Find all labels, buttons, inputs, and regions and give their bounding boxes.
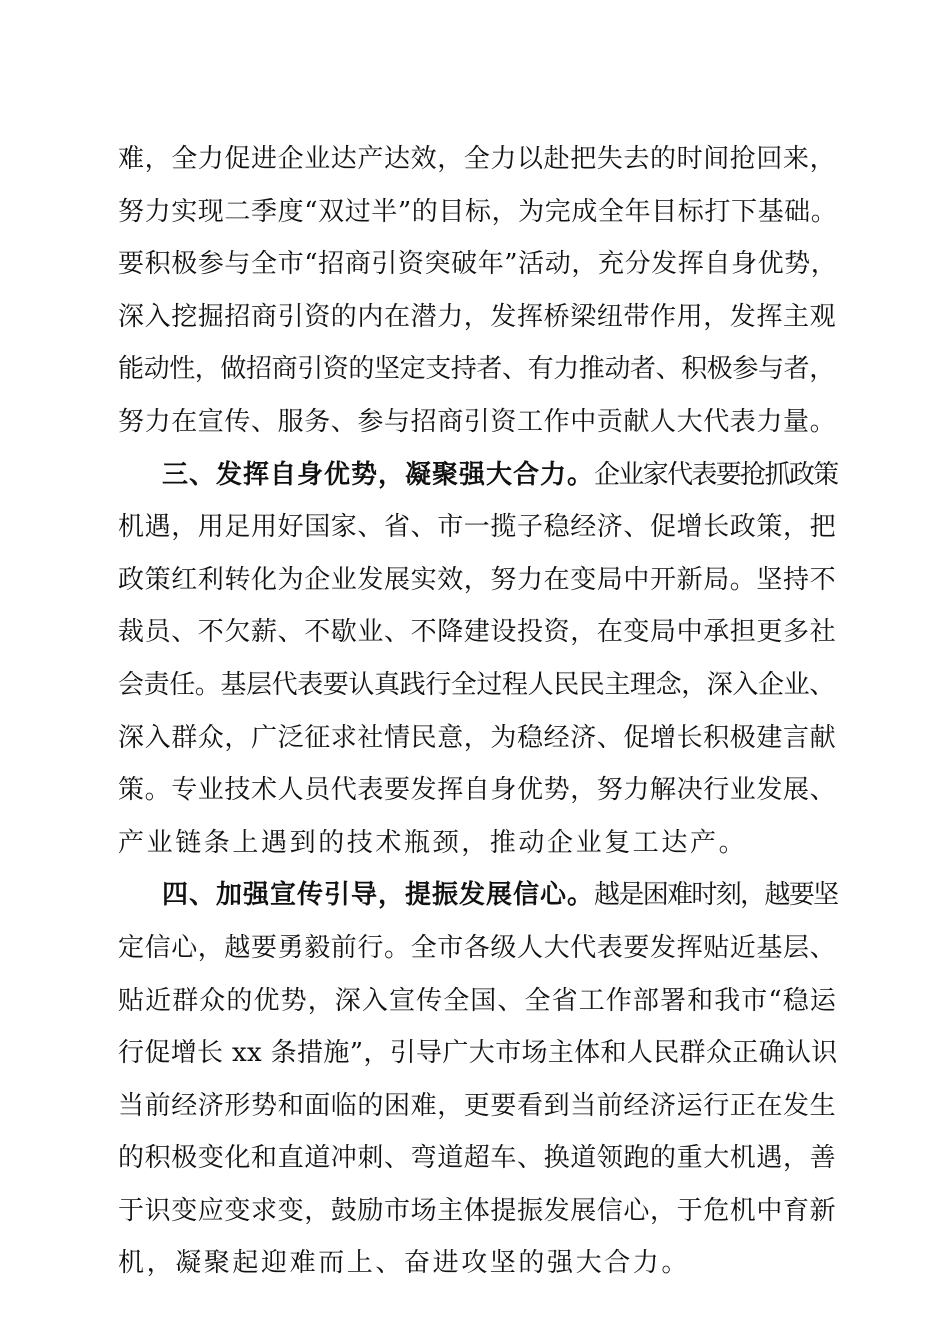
- text-line: 裁员、不欠薪、不歇业、不降建设投资，在变局中承担更多社: [118, 617, 837, 648]
- document-body: [118, 133, 838, 1290]
- text-line: 的积极变化和直道冲刺、弯道超车、换道领跑的重大机遇，善: [118, 1143, 837, 1174]
- text-line: 难，全力促进企业达产达效，全力以赴把失去的时间抢回来，: [118, 144, 837, 174]
- text-line: 贴近群众的优势，深入宣传全国、全省工作部署和我市“稳运: [118, 985, 837, 1016]
- section-3-first-line: [118, 449, 838, 502]
- text-line: 当前经济形势和面临的困难，更要看到当前经济运行正在发生: [118, 1090, 837, 1121]
- text-line: 产业链条上遇到的技术瓶颈，推动企业复工达产。: [118, 827, 748, 858]
- text-line: 努力实现二季度“双过半”的目标，为完成全年目标打下基础。: [118, 196, 838, 227]
- text-line: 政策红利转化为企业发展实效，努力在变局中开新局。坚持不: [118, 564, 837, 595]
- section-4-first-line: [118, 869, 838, 922]
- section-4-heading: 四、加强宣传引导，提振发展信心。: [162, 880, 595, 911]
- text-line: 要积极参与全市“招商引资突破年”活动，充分发挥自身优势，: [118, 249, 838, 280]
- text-line: 定信心，越要勇毅前行。全市各级人大代表要发挥贴近基层、: [118, 932, 837, 963]
- paragraph-continuation: [118, 133, 838, 449]
- text-line: 于识变应变求变，鼓励市场主体提振发展信心，于危机中育新: [118, 1195, 837, 1226]
- section-3-heading: 三、发挥自身优势，凝聚强大合力。: [162, 459, 595, 490]
- section-3-first-line-text: 企业家代表要抢抓政策: [594, 459, 838, 490]
- text-line: 深入群众，广泛征求社情民意，为稳经济、促增长积极建言献: [118, 722, 837, 753]
- text-line: 努力在宣传、服务、参与招商引资工作中贡献人大代表力量。: [118, 406, 837, 437]
- text-line: 机遇，用足用好国家、省、市一揽子稳经济、促增长政策，把: [118, 512, 837, 543]
- text-line: 行促增长 xx 条措施”，引导广大市场主体和人民群众正确认识: [118, 1038, 838, 1069]
- paragraph-section-3: [118, 449, 838, 870]
- paragraph-section-4: [118, 869, 838, 1290]
- text-line: 深入挖掘招商引资的内在潜力，发挥桥梁纽带作用，发挥主观: [118, 301, 837, 332]
- text-line: 策。专业技术人员代表要发挥自身优势，努力解决行业发展、: [118, 775, 837, 806]
- section-4-first-line-text: 越是困难时刻，越要坚: [594, 880, 838, 911]
- text-line: 能动性，做招商引资的坚定支持者、有力推动者、积极参与者，: [118, 354, 835, 385]
- text-line: 机，凝聚起迎难而上、奋进攻坚的强大合力。: [118, 1248, 691, 1279]
- text-line: 会责任。基层代表要认真践行全过程人民民主理念，深入企业、: [118, 669, 835, 700]
